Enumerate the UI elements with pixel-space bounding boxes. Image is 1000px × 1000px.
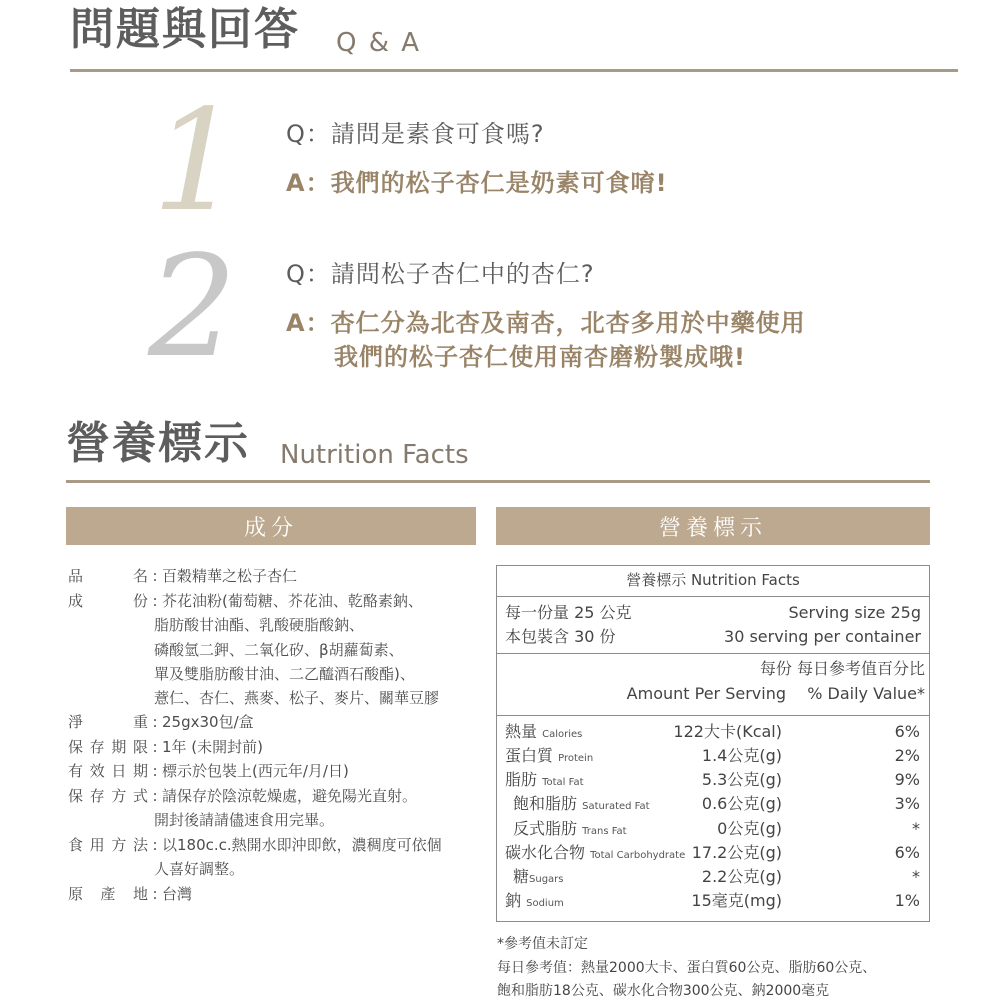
nutrient-dv: * [912, 819, 920, 838]
nutrient-label: 飽和脂肪 Saturated Fat [513, 794, 650, 813]
ingredient-row-expiry: 有 效 日 期 : 標示於包裝上(西元年/月/日) [68, 761, 349, 780]
serving-size-en: Serving size 25g [788, 603, 921, 622]
nutrition-section-divider [66, 480, 930, 483]
ingredient-label: 成 份 [68, 591, 148, 610]
ingredient-label: 品 名 [68, 566, 148, 585]
ingredient-value-cont: 人喜好調整。 [154, 859, 245, 878]
ingredient-value-cont: 脂肪酸甘油酯、乳酸硬脂酸鈉、 [154, 615, 365, 634]
ingredient-value-cont: 開封後請請儘速食用完畢。 [154, 810, 335, 829]
ingredients-header-label: 成分 [243, 515, 298, 541]
servings-per-pack-zh: 本包裝含 30 份 [505, 627, 616, 646]
ingredient-value-cont: 單及雙脂肪酸甘油、二乙醯酒石酸酯)、 [154, 664, 415, 683]
footnote-undefined: *參考值未訂定 [497, 936, 588, 952]
ingredient-row-weight: 淨 重 : 25gx30包/盒 [68, 712, 254, 731]
qa-section-subtitle: Q & A [336, 28, 422, 58]
ingredient-label: 有 效 日 期 [68, 761, 148, 780]
nutrient-amount: 1.4公克(g) [701, 746, 782, 765]
nutrition-section-subtitle: Nutrition Facts [280, 440, 469, 470]
ingredient-row-usage: 食 用 方 法 : 以180c.c.熱開水即沖即飲，濃稠度可依個 [68, 835, 442, 854]
ingredient-row-shelf-life: 保 存 期 限 : 1年 (未開封前) [68, 737, 264, 756]
nutrition-table-divider [496, 653, 930, 654]
nutrient-dv: 9% [894, 770, 920, 789]
nutrition-table-divider [496, 596, 930, 597]
nutrient-label: 熱量 Calories [505, 722, 583, 741]
ingredient-label: 原 產 地 [68, 884, 148, 903]
ingredient-row-composition: 成 份 : 芥花油粉(葡萄糖、芥花油、乾酪素鈉、 [68, 591, 423, 610]
serving-size-zh: 每一份量 25 公克 [505, 603, 632, 622]
qa-number-1: 1 [152, 80, 242, 243]
qa-answer-1: A：我們的松子杏仁是奶素可食唷! [286, 169, 668, 197]
nutrient-dv: 6% [894, 722, 920, 741]
nutrition-section-title: 營養標示 [66, 418, 250, 469]
nutrient-amount: 0公克(g) [717, 819, 782, 838]
nutrient-label: 糖Sugars [513, 867, 564, 886]
nutrient-dv: 1% [894, 891, 920, 910]
ingredient-value-cont: 薏仁、杏仁、燕麥、松子、麥片、關華豆膠 [154, 688, 440, 707]
qa-number-2: 2 [148, 226, 238, 389]
nutrition-header-bar [496, 507, 930, 545]
column-heading-dv: % Daily Value* [807, 684, 925, 703]
nutrient-amount: 17.2公克(g) [691, 843, 782, 862]
ingredient-label: 淨 重 [68, 712, 148, 731]
footnote-daily-reference: 每日參考值：熱量2000大卡、蛋白質60公克、脂肪60公克、 [497, 960, 877, 976]
column-heading-amount: Amount Per Serving [626, 684, 786, 703]
nutrient-label: 反式脂肪 Trans Fat [513, 819, 627, 838]
nutrient-dv: 3% [894, 794, 920, 813]
ingredient-value: 芥花油粉(葡萄糖、芥花油、乾酪素鈉、 [162, 591, 423, 610]
servings-per-pack-en: 30 serving per container [724, 627, 921, 646]
ingredient-value: 請保存於陰涼乾燥處，避免陽光直射。 [162, 786, 418, 805]
ingredient-label: 保 存 期 限 [68, 737, 148, 756]
qa-answer-2: A：杏仁分為北杏及南杏，北杏多用於中藥使用 [286, 309, 806, 337]
nutrient-label: 脂肪 Total Fat [505, 770, 584, 789]
column-heading-zh: 每份 每日參考值百分比 [759, 659, 925, 678]
ingredient-label: 保 存 方 式 [68, 786, 148, 805]
nutrient-label: 鈉 Sodium [505, 891, 564, 910]
qa-section-title: 問題與回答 [70, 4, 300, 55]
ingredient-value-cont: 磷酸氫二鉀、二氧化矽、β胡蘿蔔素、 [154, 640, 404, 659]
nutrient-dv: 6% [894, 843, 920, 862]
nutrient-dv: 2% [894, 746, 920, 765]
ingredient-row-name: 品 名 : 百穀精華之松子杏仁 [68, 566, 298, 585]
nutrient-amount: 5.3公克(g) [701, 770, 782, 789]
ingredient-value: 以180c.c.熱開水即沖即飲，濃稠度可依個 [162, 835, 442, 854]
ingredient-value: 1年 (未開封前) [162, 737, 264, 756]
nutrition-table-caption: 營養標示 Nutrition Facts [626, 571, 800, 589]
nutrient-label: 碳水化合物 Total Carbohydrate [505, 843, 686, 862]
qa-section-divider [70, 69, 958, 72]
footnote-daily-reference-cont: 飽和脂肪18公克、碳水化合物300公克、鈉2000毫克 [497, 983, 830, 999]
qa-question-1: Q：請問是素食可食嗎? [286, 120, 545, 148]
ingredient-value: 台灣 [162, 884, 193, 903]
ingredients-header-bar [66, 507, 476, 545]
nutrition-table-divider [496, 715, 930, 716]
qa-answer-2-line2: 我們的松子杏仁使用南杏磨粉製成哦! [334, 343, 746, 371]
nutrition-header-label: 營養標示 [658, 515, 767, 541]
ingredient-value: 百穀精華之松子杏仁 [162, 566, 298, 585]
nutrient-amount: 122大卡(Kcal) [673, 722, 782, 741]
qa-question-2: Q：請問松子杏仁中的杏仁? [286, 260, 595, 288]
ingredient-row-storage: 保 存 方 式 : 請保存於陰涼乾燥處，避免陽光直射。 [68, 786, 418, 805]
ingredient-label: 食 用 方 法 [68, 835, 148, 854]
nutrient-dv: * [912, 867, 920, 886]
nutrient-amount: 2.2公克(g) [701, 867, 782, 886]
ingredient-value: 標示於包裝上(西元年/月/日) [162, 761, 349, 780]
nutrient-amount: 15毫克(mg) [691, 891, 782, 910]
nutrient-amount: 0.6公克(g) [701, 794, 782, 813]
ingredient-row-origin: 原 產 地 : 台灣 [68, 884, 193, 903]
ingredient-value: 25gx30包/盒 [162, 712, 254, 731]
nutrient-label: 蛋白質 Protein [505, 746, 594, 765]
